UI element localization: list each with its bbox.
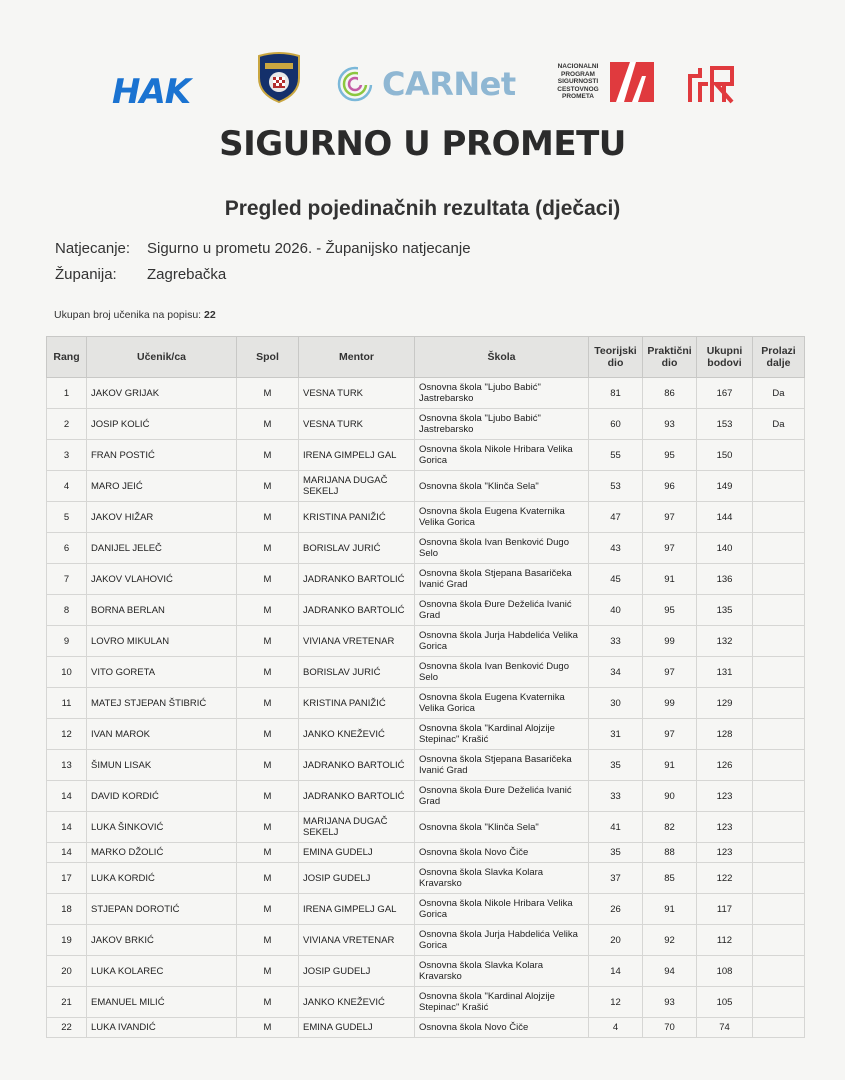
cell-theory: 81	[589, 378, 643, 409]
column-header-advances: Prolazi dalje	[753, 337, 805, 378]
cell-mentor: VIVIANA VRETENAR	[299, 626, 415, 657]
cell-gender: M	[237, 626, 299, 657]
cell-rank: 2	[47, 409, 87, 440]
cell-mentor: JADRANKO BARTOLIĆ	[299, 750, 415, 781]
cell-practical: 95	[643, 595, 697, 626]
cell-theory: 20	[589, 925, 643, 956]
cell-mentor: JADRANKO BARTOLIĆ	[299, 564, 415, 595]
results-table	[46, 336, 805, 1038]
cell-total: 131	[697, 657, 753, 688]
cell-total: 150	[697, 440, 753, 471]
cell-theory: 40	[589, 595, 643, 626]
cell-total: 117	[697, 894, 753, 925]
cell-mentor: JOSIP GUDELJ	[299, 956, 415, 987]
cell-theory: 4	[589, 1018, 643, 1038]
column-header-gender: Spol	[237, 337, 299, 378]
table-body	[47, 378, 805, 1038]
cell-gender: M	[237, 843, 299, 863]
cell-rank: 7	[47, 564, 87, 595]
table-row	[47, 595, 805, 626]
cell-student: JAKOV BRKIĆ	[87, 925, 237, 956]
cell-advances	[753, 1018, 805, 1038]
cell-theory: 33	[589, 626, 643, 657]
cell-school: Osnovna škola "Ljubo Babić" Jastrebarsko	[415, 409, 589, 440]
column-header-practical: Praktični dio	[643, 337, 697, 378]
table-row	[47, 894, 805, 925]
cell-rank: 5	[47, 502, 87, 533]
cell-school: Osnovna škola Stjepana Basaričeka Ivanić Grad	[415, 564, 589, 595]
cell-school: Osnovna škola Eugena Kvaternika Velika Gorica	[415, 688, 589, 719]
column-header-student: Učenik/ca	[87, 337, 237, 378]
cell-rank: 10	[47, 657, 87, 688]
table-row	[47, 657, 805, 688]
cell-practical: 95	[643, 440, 697, 471]
cell-student: VITO GORETA	[87, 657, 237, 688]
cell-total: 123	[697, 781, 753, 812]
cell-total: 153	[697, 409, 753, 440]
carnet-logo	[336, 64, 516, 104]
cell-theory: 31	[589, 719, 643, 750]
cell-gender: M	[237, 409, 299, 440]
cell-gender: M	[237, 719, 299, 750]
cell-rank: 20	[47, 956, 87, 987]
nps-line: PROMETA	[561, 93, 595, 101]
cell-mentor: IRENA GIMPELJ GAL	[299, 894, 415, 925]
nps-line: PROGRAM	[561, 70, 595, 78]
cell-total: 108	[697, 956, 753, 987]
cell-theory: 35	[589, 750, 643, 781]
cell-total: 167	[697, 378, 753, 409]
cell-practical: 99	[643, 626, 697, 657]
nps-text	[552, 63, 604, 100]
cell-advances	[753, 564, 805, 595]
cell-school: Osnovna škola Eugena Kvaternika Velika Gorica	[415, 502, 589, 533]
cell-student: FRAN POSTIĆ	[87, 440, 237, 471]
cell-rank: 3	[47, 440, 87, 471]
cell-school: Osnovna škola "Kardinal Alojzije Stepinac" Krašić	[415, 719, 589, 750]
column-header-mentor: Mentor	[299, 337, 415, 378]
cell-gender: M	[237, 956, 299, 987]
cell-theory: 12	[589, 987, 643, 1018]
cell-rank: 6	[47, 533, 87, 564]
table-row	[47, 863, 805, 894]
table-row	[47, 956, 805, 987]
cell-theory: 53	[589, 471, 643, 502]
cell-school: Osnovna škola Đure Deželića Ivanić Grad	[415, 595, 589, 626]
cell-advances	[753, 925, 805, 956]
cell-total: 140	[697, 533, 753, 564]
cell-student: JAKOV VLAHOVIĆ	[87, 564, 237, 595]
cell-mentor: JADRANKO BARTOLIĆ	[299, 781, 415, 812]
table-row	[47, 626, 805, 657]
cell-school: Osnovna škola Stjepana Basaričeka Ivanić Grad	[415, 750, 589, 781]
police-badge-icon	[256, 52, 302, 104]
cell-mentor: VESNA TURK	[299, 409, 415, 440]
table-row	[47, 440, 805, 471]
cell-school: Osnovna škola Ivan Benković Dugo Selo	[415, 533, 589, 564]
cell-advances	[753, 719, 805, 750]
cell-school: Osnovna škola Jurja Habdelića Velika Gorica	[415, 626, 589, 657]
cell-school: Osnovna škola Slavka Kolara Kravarsko	[415, 956, 589, 987]
cell-mentor: IRENA GIMPELJ GAL	[299, 440, 415, 471]
cell-gender: M	[237, 1018, 299, 1038]
cell-practical: 92	[643, 925, 697, 956]
cell-student: DAVID KORDIĆ	[87, 781, 237, 812]
cell-advances	[753, 626, 805, 657]
cell-gender: M	[237, 863, 299, 894]
nps-line: SIGURNOSTI	[557, 78, 599, 86]
cell-gender: M	[237, 750, 299, 781]
cell-total: 144	[697, 502, 753, 533]
table-row	[47, 409, 805, 440]
table-row	[47, 781, 805, 812]
cell-student: EMANUEL MILIĆ	[87, 987, 237, 1018]
table-row	[47, 378, 805, 409]
cell-total: 136	[697, 564, 753, 595]
cell-school: Osnovna škola Nikole Hribara Velika Gorica	[415, 894, 589, 925]
cell-practical: 93	[643, 409, 697, 440]
cell-practical: 91	[643, 750, 697, 781]
cell-mentor: MARIJANA DUGAČ SEKELJ	[299, 812, 415, 843]
table-row	[47, 987, 805, 1018]
cell-student: DANIJEL JELEČ	[87, 533, 237, 564]
cell-practical: 86	[643, 378, 697, 409]
cell-advances	[753, 533, 805, 564]
logo-bar	[0, 50, 845, 110]
cell-school: Osnovna škola "Klinča Sela"	[415, 812, 589, 843]
cell-advances	[753, 688, 805, 719]
cell-practical: 93	[643, 987, 697, 1018]
table-row	[47, 471, 805, 502]
cell-practical: 91	[643, 894, 697, 925]
cell-mentor: BORISLAV JURIĆ	[299, 657, 415, 688]
cell-practical: 70	[643, 1018, 697, 1038]
cell-student: JAKOV GRIJAK	[87, 378, 237, 409]
cell-mentor: JANKO KNEŽEVIĆ	[299, 719, 415, 750]
cell-theory: 30	[589, 688, 643, 719]
cell-gender: M	[237, 987, 299, 1018]
cell-theory: 41	[589, 812, 643, 843]
nps-logo	[552, 62, 654, 102]
cell-mentor: EMINA GUDELJ	[299, 843, 415, 863]
county-label: Županija:	[55, 266, 117, 283]
cell-student: MARKO DŽOLIĆ	[87, 843, 237, 863]
cell-gender: M	[237, 533, 299, 564]
cell-rank: 8	[47, 595, 87, 626]
cell-theory: 33	[589, 781, 643, 812]
nps-line: NACIONALNI	[557, 63, 599, 71]
page-subtitle: Pregled pojedinačnih rezultata (dječaci)	[224, 197, 621, 220]
table-row	[47, 843, 805, 863]
competition-value: Sigurno u prometu 2026. - Županijsko natjecanje	[147, 240, 471, 257]
cell-gender: M	[237, 925, 299, 956]
cell-rank: 22	[47, 1018, 87, 1038]
county-value: Zagrebačka	[147, 266, 227, 283]
cell-advances	[753, 894, 805, 925]
cell-gender: M	[237, 657, 299, 688]
total-students-line	[54, 309, 216, 321]
county-line	[55, 266, 226, 283]
cell-gender: M	[237, 894, 299, 925]
cell-total: 126	[697, 750, 753, 781]
cell-advances	[753, 987, 805, 1018]
cell-student: LOVRO MIKULAN	[87, 626, 237, 657]
cell-total: 74	[697, 1018, 753, 1038]
cell-practical: 88	[643, 843, 697, 863]
cell-advances	[753, 781, 805, 812]
cell-student: JAKOV HIŽAR	[87, 502, 237, 533]
cell-rank: 11	[47, 688, 87, 719]
cell-advances: Da	[753, 378, 805, 409]
cell-mentor: VESNA TURK	[299, 378, 415, 409]
cell-rank: 14	[47, 843, 87, 863]
competition-label: Natjecanje:	[55, 240, 131, 257]
cell-theory: 34	[589, 657, 643, 688]
cell-gender: M	[237, 378, 299, 409]
cell-school: Osnovna škola Đure Deželića Ivanić Grad	[415, 781, 589, 812]
cell-practical: 97	[643, 719, 697, 750]
column-header-rank: Rang	[47, 337, 87, 378]
cell-theory: 55	[589, 440, 643, 471]
column-header-total: Ukupni bodovi	[697, 337, 753, 378]
cell-theory: 43	[589, 533, 643, 564]
cell-school: Osnovna škola Novo Čiče	[415, 1018, 589, 1038]
table-row	[47, 688, 805, 719]
cell-advances	[753, 812, 805, 843]
cell-advances	[753, 956, 805, 987]
cell-total: 122	[697, 863, 753, 894]
cell-practical: 94	[643, 956, 697, 987]
cell-mentor: JANKO KNEŽEVIĆ	[299, 987, 415, 1018]
cell-mentor: BORISLAV JURIĆ	[299, 533, 415, 564]
cell-gender: M	[237, 688, 299, 719]
cell-school: Osnovna škola Jurja Habdelića Velika Gorica	[415, 925, 589, 956]
table-row	[47, 533, 805, 564]
cell-rank: 18	[47, 894, 87, 925]
table-row	[47, 1018, 805, 1038]
cell-advances	[753, 843, 805, 863]
cell-rank: 12	[47, 719, 87, 750]
table-row	[47, 812, 805, 843]
cell-school: Osnovna škola Ivan Benković Dugo Selo	[415, 657, 589, 688]
carnet-swirl-icon	[336, 65, 374, 103]
total-value: 22	[204, 309, 216, 321]
cell-total: 105	[697, 987, 753, 1018]
cell-student: BORNA BERLAN	[87, 595, 237, 626]
table-row	[47, 564, 805, 595]
ministry-emblem-icon	[686, 66, 738, 109]
cell-theory: 47	[589, 502, 643, 533]
nps-road-icon	[610, 62, 654, 102]
cell-gender: M	[237, 595, 299, 626]
cell-theory: 37	[589, 863, 643, 894]
cell-student: LUKA KORDIĆ	[87, 863, 237, 894]
cell-advances	[753, 657, 805, 688]
cell-theory: 14	[589, 956, 643, 987]
column-header-theory: Teorijski dio	[589, 337, 643, 378]
hak-logo: HAK	[112, 72, 191, 112]
cell-gender: M	[237, 502, 299, 533]
cell-rank: 1	[47, 378, 87, 409]
cell-total: 149	[697, 471, 753, 502]
cell-practical: 97	[643, 533, 697, 564]
cell-rank: 19	[47, 925, 87, 956]
cell-mentor: JOSIP GUDELJ	[299, 863, 415, 894]
table-row	[47, 925, 805, 956]
table-row	[47, 502, 805, 533]
cell-practical: 96	[643, 471, 697, 502]
cell-school: Osnovna škola Slavka Kolara Kravarsko	[415, 863, 589, 894]
cell-student: LUKA KOLAREC	[87, 956, 237, 987]
cell-advances	[753, 502, 805, 533]
total-label: Ukupan broj učenika na popisu:	[54, 309, 202, 321]
cell-total: 123	[697, 843, 753, 863]
cell-gender: M	[237, 781, 299, 812]
cell-theory: 35	[589, 843, 643, 863]
cell-total: 128	[697, 719, 753, 750]
cell-practical: 97	[643, 657, 697, 688]
cell-total: 132	[697, 626, 753, 657]
table-row	[47, 719, 805, 750]
cell-student: JOSIP KOLIĆ	[87, 409, 237, 440]
cell-practical: 82	[643, 812, 697, 843]
cell-advances: Da	[753, 409, 805, 440]
cell-student: MATEJ STJEPAN ŠTIBRIĆ	[87, 688, 237, 719]
cell-gender: M	[237, 471, 299, 502]
cell-student: LUKA IVANDIĆ	[87, 1018, 237, 1038]
cell-practical: 85	[643, 863, 697, 894]
cell-advances	[753, 595, 805, 626]
cell-student: ŠIMUN LISAK	[87, 750, 237, 781]
cell-theory: 26	[589, 894, 643, 925]
cell-rank: 21	[47, 987, 87, 1018]
competition-line	[55, 240, 471, 257]
cell-rank: 4	[47, 471, 87, 502]
cell-gender: M	[237, 812, 299, 843]
cell-mentor: VIVIANA VRETENAR	[299, 925, 415, 956]
cell-mentor: KRISTINA PANIŽIĆ	[299, 688, 415, 719]
cell-rank: 13	[47, 750, 87, 781]
cell-rank: 9	[47, 626, 87, 657]
cell-gender: M	[237, 564, 299, 595]
cell-total: 123	[697, 812, 753, 843]
cell-school: Osnovna škola "Klinča Sela"	[415, 471, 589, 502]
cell-student: STJEPAN DOROTIĆ	[87, 894, 237, 925]
cell-student: LUKA ŠINKOVIĆ	[87, 812, 237, 843]
cell-advances	[753, 471, 805, 502]
cell-total: 112	[697, 925, 753, 956]
carnet-wordmark: CARNet	[382, 65, 516, 103]
cell-total: 129	[697, 688, 753, 719]
column-header-school: Škola	[415, 337, 589, 378]
cell-rank: 17	[47, 863, 87, 894]
cell-theory: 45	[589, 564, 643, 595]
cell-practical: 97	[643, 502, 697, 533]
cell-rank: 14	[47, 781, 87, 812]
cell-school: Osnovna škola "Ljubo Babić" Jastrebarsko	[415, 378, 589, 409]
page-title: SIGURNO U PROMETU	[219, 124, 626, 164]
table-header-row	[47, 337, 805, 378]
nps-line: CESTOVNOG	[557, 85, 599, 93]
cell-total: 135	[697, 595, 753, 626]
cell-school: Osnovna škola Novo Čiče	[415, 843, 589, 863]
cell-mentor: KRISTINA PANIŽIĆ	[299, 502, 415, 533]
cell-school: Osnovna škola "Kardinal Alojzije Stepinac" Krašić	[415, 987, 589, 1018]
cell-practical: 99	[643, 688, 697, 719]
cell-student: IVAN MAROK	[87, 719, 237, 750]
table-row	[47, 750, 805, 781]
cell-student: MARO JEIĆ	[87, 471, 237, 502]
cell-gender: M	[237, 440, 299, 471]
cell-advances	[753, 863, 805, 894]
cell-theory: 60	[589, 409, 643, 440]
cell-advances	[753, 440, 805, 471]
cell-mentor: MARIJANA DUGAČ SEKELJ	[299, 471, 415, 502]
cell-school: Osnovna škola Nikole Hribara Velika Gorica	[415, 440, 589, 471]
cell-advances	[753, 750, 805, 781]
cell-practical: 90	[643, 781, 697, 812]
cell-practical: 91	[643, 564, 697, 595]
cell-mentor: EMINA GUDELJ	[299, 1018, 415, 1038]
cell-mentor: JADRANKO BARTOLIĆ	[299, 595, 415, 626]
cell-rank: 14	[47, 812, 87, 843]
